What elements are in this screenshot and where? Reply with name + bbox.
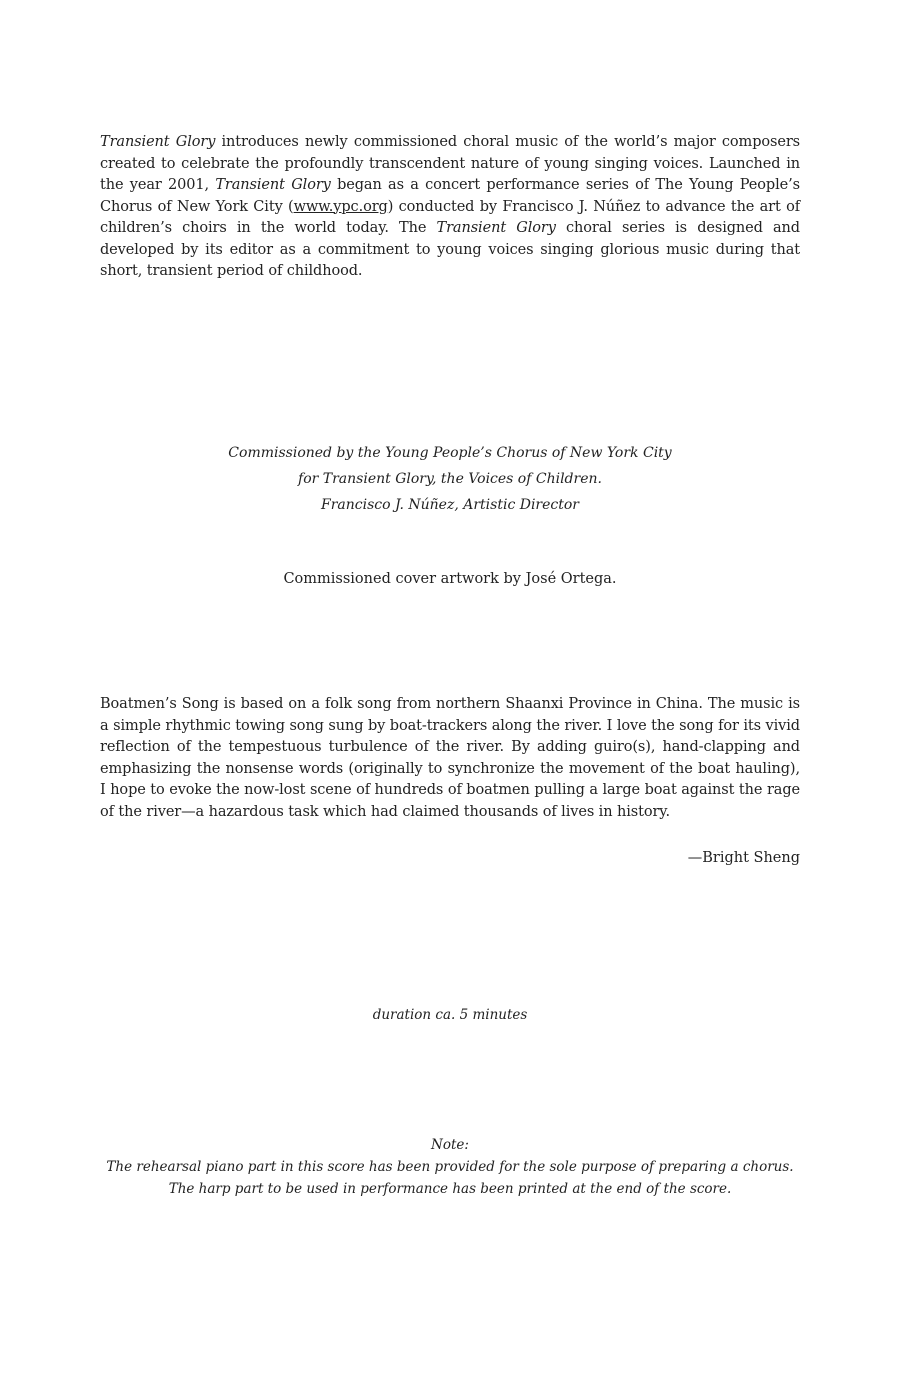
intro-text: began as a concert performance series of The Young People’s Chorus of New York City ( xyxy=(100,177,800,215)
artistic-director-line: Francisco J. Núñez, Artistic Director xyxy=(320,497,579,513)
intro-text: choral series is designed and developed by its editor as a commitment to young voices singing glorious music during that short, transient period of childhood. xyxy=(100,220,800,279)
commission-line: for Transient Glory, the Voices of Children. xyxy=(298,471,602,487)
cover-artwork-credit: Commissioned cover artwork by José Ortega. xyxy=(283,571,617,587)
composer-signature: —Bright Sheng xyxy=(687,850,800,866)
ypc-website-link[interactable]: www.ypc.org xyxy=(293,198,388,215)
series-title: Transient Glory xyxy=(215,177,331,193)
commission-line: Commissioned by the Young People’s Chorus of New York City xyxy=(228,445,672,461)
duration-label: duration ca. 5 minutes xyxy=(372,1007,528,1023)
note-line: The harp part to be used in performance has been printed at the end of the score. xyxy=(168,1181,732,1197)
rehearsal-note xyxy=(100,1134,800,1200)
note-line: The rehearsal piano part in this score has been provided for the sole purpose of preparing a chorus. xyxy=(106,1159,794,1175)
series-title: Transient Glory xyxy=(436,220,556,236)
note-heading: Note: xyxy=(431,1137,469,1153)
series-title: Transient Glory xyxy=(100,134,216,150)
intro-text: introduces newly commissioned choral music of the world’s major composers created to celebrate the profoundly transcendent nature of young singing voices. Launched in the year 2001, xyxy=(100,134,800,193)
program-note-paragraph: Boatmen’s Song is based on a folk song from northern Shaanxi Province in China. The music is a simple rhythmic towing song sung by boat-trackers along the river. I love the song for its vivid reflection of the tempestuous turbulence of the river. By adding guiro(s), hand-clapping and emphasizing the nonsense words (originally to synchronize the movement of the boat hauling), I hope to evoke the now-lost scene of hundreds of boatmen pulling a large boat against the rage of the river—a hazardous task which had claimed thousands of lives in history. xyxy=(100,696,800,820)
series-intro-paragraph xyxy=(100,132,800,283)
commission-credit xyxy=(100,440,800,518)
intro-text: ) conducted by Francisco J. Núñez to advance the art of children’s choirs in the world today. The xyxy=(100,198,800,236)
